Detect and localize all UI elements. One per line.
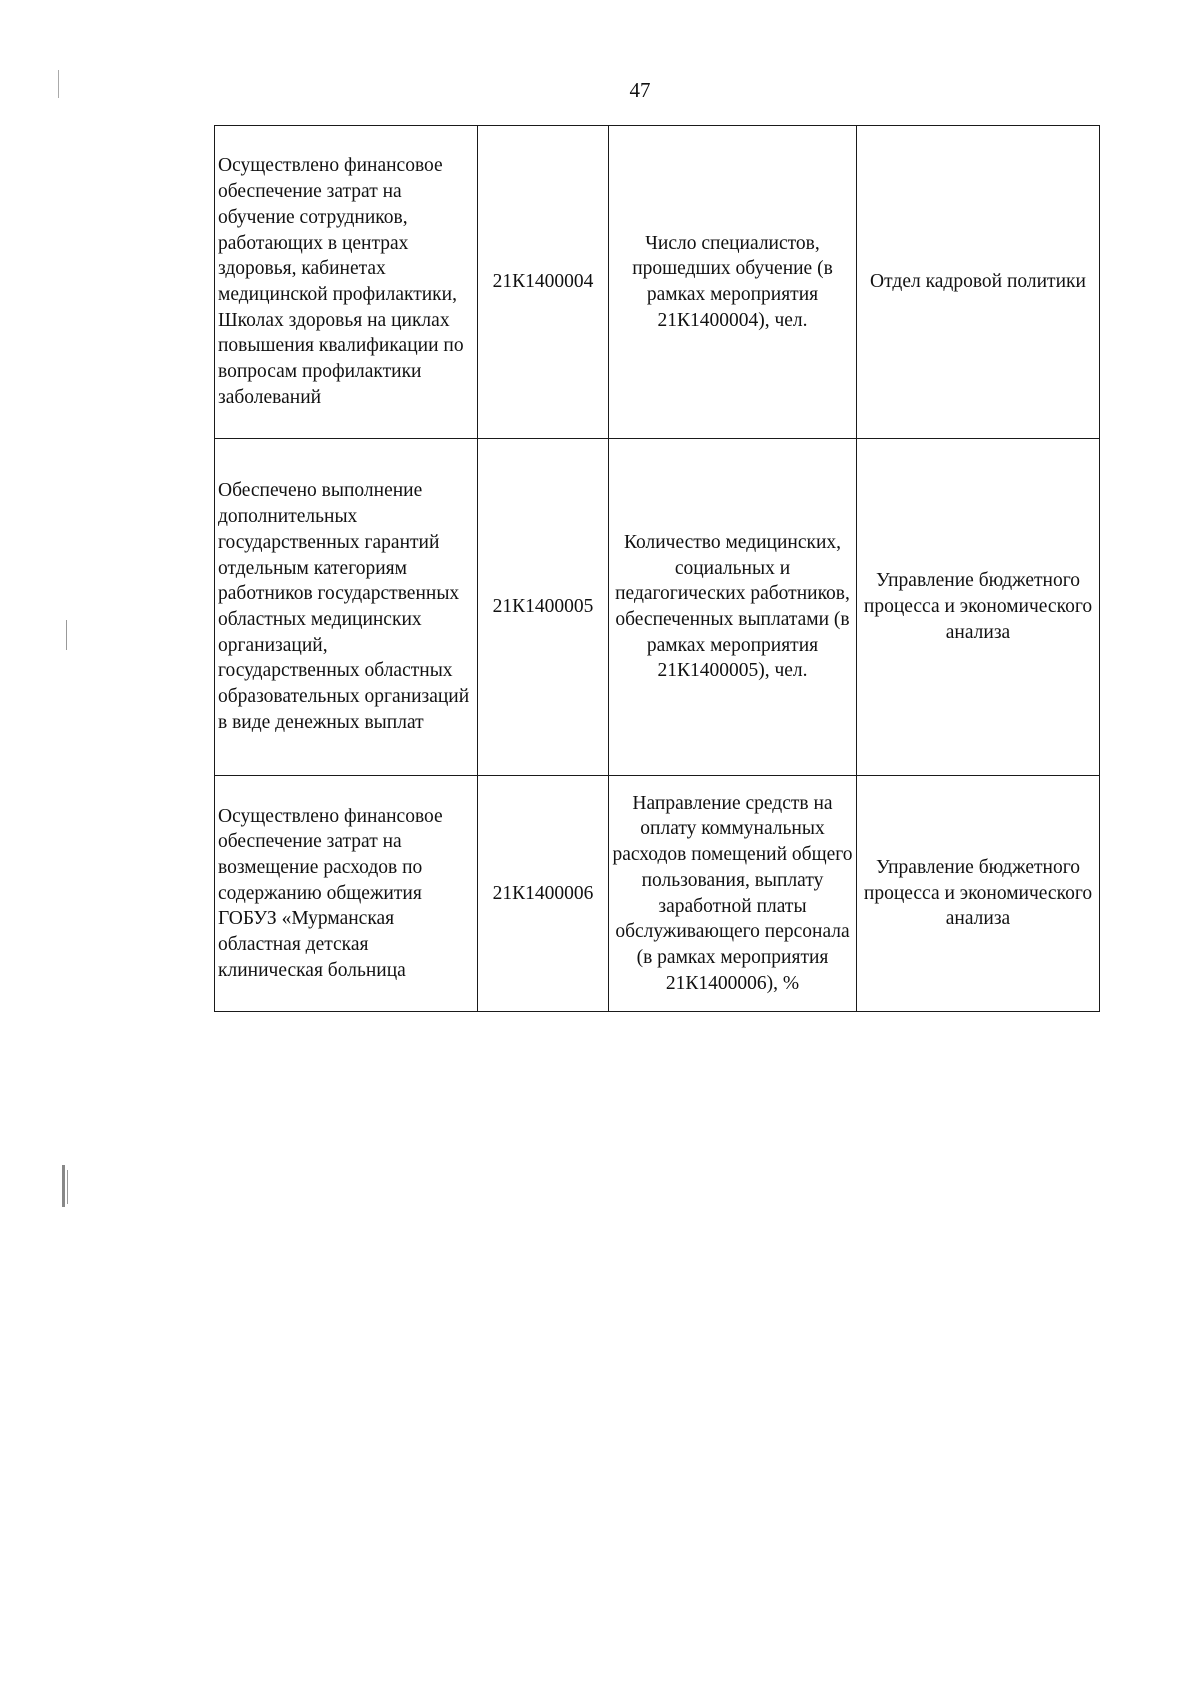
code-cell: 21К1400005 bbox=[478, 439, 609, 776]
indicator-cell: Количество медицинских, социальных и педагогических работников, обеспеченных выплатами (в рамках мероприятия 21К1400005), чел. bbox=[609, 439, 857, 776]
scan-artifact bbox=[66, 620, 67, 650]
indicator-cell: Число специалистов, прошедших обучение (в рамках мероприятия 21К1400004), чел. bbox=[609, 126, 857, 439]
event-cell: Осуществлено финансовое обеспечение затрат на возмещение расходов по содержанию общежития ГОБУЗ «Мурманская областная детская клиническая больница bbox=[215, 776, 478, 1012]
scan-artifact bbox=[67, 1170, 68, 1204]
table-row bbox=[215, 776, 1100, 1012]
page-number: 47 bbox=[629, 78, 651, 102]
table-row bbox=[215, 439, 1100, 776]
event-cell: Обеспечено выполнение дополнительных государственных гарантий отдельным категориям работников государственных областных медицинских организаций, государственных областных образовательных организаций в виде денежных выплат bbox=[215, 439, 478, 776]
scan-artifact bbox=[58, 70, 59, 98]
code-cell: 21К1400006 bbox=[478, 776, 609, 1012]
scan-artifact bbox=[62, 1165, 65, 1207]
responsible-cell: Отдел кадровой политики bbox=[857, 126, 1100, 439]
measures-table bbox=[214, 125, 1100, 1012]
code-cell: 21К1400004 bbox=[478, 126, 609, 439]
responsible-cell: Управление бюджетного процесса и экономического анализа bbox=[857, 776, 1100, 1012]
indicator-cell: Направление средств на оплату коммунальных расходов помещений общего пользования, выплату заработной платы обслуживающего персонала (в рамках мероприятия 21К1400006), % bbox=[609, 776, 857, 1012]
event-cell: Осуществлено финансовое обеспечение затрат на обучение сотрудников, работающих в центрах здоровья, кабинетах медицинской профилактики, Школах здоровья на циклах повышения квалификации по вопросам профилактики заболеваний bbox=[215, 126, 478, 439]
table-row bbox=[215, 126, 1100, 439]
responsible-cell: Управление бюджетного процесса и экономического анализа bbox=[857, 439, 1100, 776]
